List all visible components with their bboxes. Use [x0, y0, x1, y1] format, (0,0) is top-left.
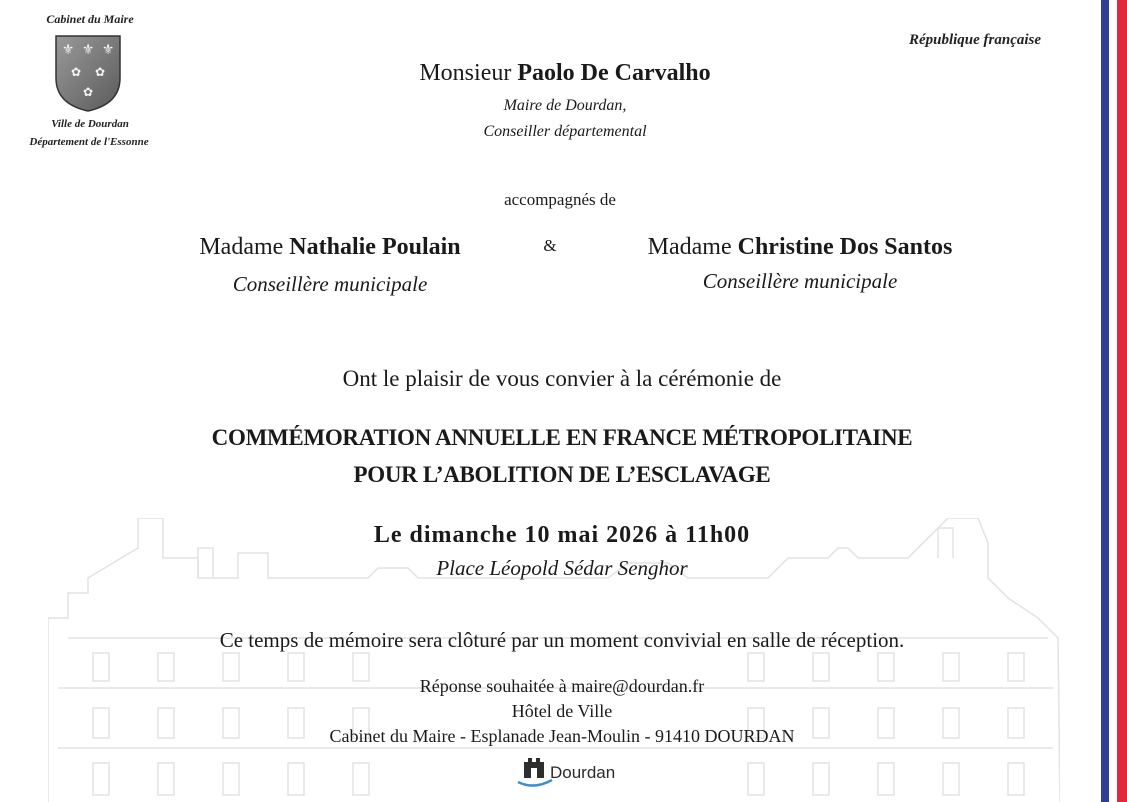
address-line: Cabinet du Maire - Esplanade Jean-Moulin - 91410 DOURDAN: [329, 726, 795, 746]
councillor-1-title: Madame: [199, 234, 290, 260]
ceremony-title-line-2: POUR L’ABOLITION DE L’ESCLAVAGE: [353, 462, 771, 487]
ampersand: &: [543, 236, 557, 255]
mayor-name-line: [300, 60, 830, 87]
councillor-2-name-line: [600, 234, 1000, 261]
ceremony-title-line-1: COMMÉMORATION ANNUELLE EN FRANCE MÉTROPOLITAINE: [211, 425, 913, 450]
mayor-name: Paolo De Carvalho: [517, 60, 711, 86]
svg-text:⚜: ⚜: [81, 42, 95, 58]
rsvp-line: Réponse souhaitée à maire@dourdan.fr: [419, 676, 705, 696]
svg-text:✿: ✿: [82, 85, 94, 99]
svg-text:⚜: ⚜: [61, 42, 75, 58]
svg-text:✿: ✿: [94, 65, 106, 79]
invitation-intro: Ont le plaisir de vous convier à la cérémonie de: [342, 366, 782, 391]
cabinet-du-maire-label: Cabinet du Maire: [46, 12, 134, 26]
logo-text: Dourdan: [550, 763, 616, 782]
republique-francaise-label: République française: [908, 32, 1042, 48]
closing-note: Ce temps de mémoire sera clôturé par un moment convivial en salle de réception.: [219, 628, 905, 652]
building-line: Hôtel de Ville: [511, 701, 613, 721]
flag-stripe-blue: [1101, 0, 1109, 802]
ceremony-date: Le dimanche 10 mai 2026 à 11h00: [373, 522, 751, 548]
ville-de-dourdan-label: Ville de Dourdan: [51, 118, 129, 130]
accompanied-by-label: accompagnés de: [504, 190, 616, 209]
councillor-1-name-line: [150, 234, 510, 261]
mayor-role-line-2: Conseiller départemental: [483, 123, 647, 140]
svg-text:✿: ✿: [70, 65, 82, 79]
councillor-2-role: Conseillère municipale: [702, 269, 898, 293]
councillor-2-title: Madame: [647, 234, 738, 260]
svg-text:⚜: ⚜: [101, 42, 115, 58]
ceremony-place: Place Léopold Sédar Senghor: [436, 556, 688, 580]
dourdan-castle-logo-icon: [514, 752, 554, 792]
councillor-1-name: Nathalie Poulain: [289, 234, 461, 260]
mayor-title: Monsieur: [419, 60, 518, 86]
coat-of-arms-icon: [54, 34, 122, 112]
departement-label: Département de l'Essonne: [29, 136, 149, 148]
councillor-1-role: Conseillère municipale: [232, 272, 428, 296]
dourdan-logo: [514, 752, 634, 792]
mayor-role-line-1: Maire de Dourdan,: [503, 97, 627, 114]
councillor-2-name: Christine Dos Santos: [737, 234, 953, 260]
flag-stripe-white: [1109, 0, 1117, 802]
flag-stripe-red: [1117, 0, 1127, 802]
